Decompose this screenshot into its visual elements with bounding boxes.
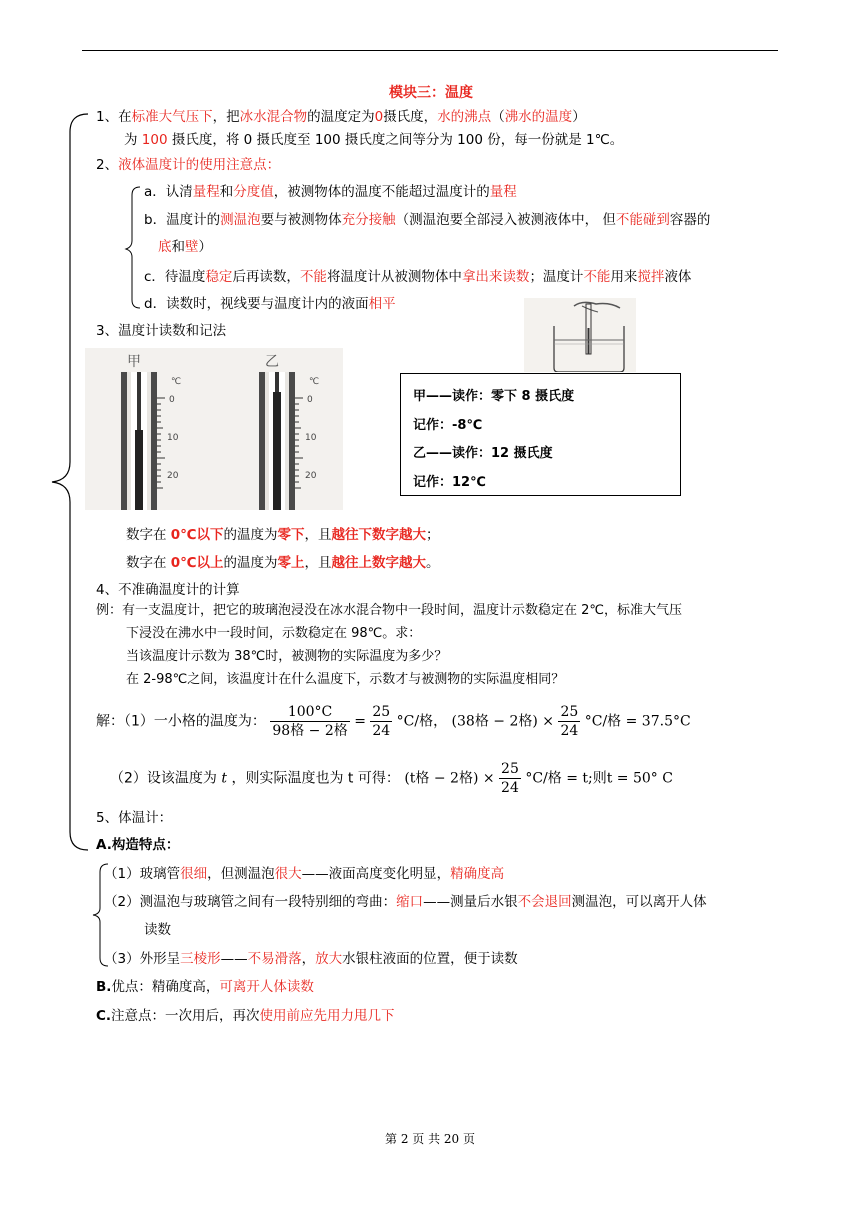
s4-heading: 4、不准确温度计的计算: [96, 582, 240, 598]
s5-item-2-cont: 读数: [144, 922, 171, 938]
box-line-1: 甲——读作：零下 8 摄氏度: [413, 389, 575, 404]
s3-note-above: 数字在 0℃以上的温度为零上，且越往上数字越大。: [126, 555, 440, 571]
solution-1-label: 解：（1）一小格的温度为：: [96, 713, 266, 730]
s4-question-1: 当该温度计示数为 38℃时，被测物的实际温度为多少？: [126, 649, 448, 664]
s3-heading: 3、温度计读数和记法: [96, 323, 227, 339]
s2-item-b: b．温度计的测温泡要与被测物体充分接触（测温泡要全部浸入被测液体中， 但不能碰到容器的: [144, 212, 711, 228]
tick-jia-0: 0: [169, 395, 175, 405]
header-rule: [82, 50, 778, 51]
s5-B: B.优点：精确度高，可离开人体读数: [96, 979, 314, 995]
s3-note-below: 数字在 0℃以下的温度为零下，且越往下数字越大；: [126, 527, 440, 543]
unit-jia: ℃: [171, 377, 182, 387]
s5-heading: 5、体温计：: [96, 810, 173, 826]
s2-brace: [118, 185, 142, 310]
fraction-4: $\frac{25}{24}$: [501, 761, 519, 796]
s2-item-c: c．待温度稳定后再读数，不能将温度计从被测物体中拿出来读数；温度计不能用来搅拌液体: [144, 269, 692, 285]
s5-item-3: （3）外形呈三棱形——不易滑落，放大水银柱液面的位置，便于读数: [104, 951, 518, 967]
s1-line2: 为 100 摄氏度，将 0 摄氏度至 100 摄氏度之间等分为 100 份，每一份就是 1℃。: [124, 132, 624, 148]
beaker-thermometer-illustration: [524, 298, 636, 372]
s4-question-2: 在 2-98℃之间，该温度计在什么温度下，示数才与被测物的实际温度相同？: [126, 672, 565, 687]
fraction-3: $\frac{25}{24}$: [560, 704, 579, 739]
solution-1: 解：（1）一小格的温度为： $\frac{100^\circ C}{\text{98格 − 2格}}$ = $\frac{25}{24}$ °C/格， (38格 − 2格) × $\frac{25}{24}$ °C/格 = 37.5°C: [96, 704, 691, 739]
box-line-3: 乙——读作：12 摄氏度: [413, 446, 553, 461]
box-line-2: 记作：-8℃: [413, 418, 483, 433]
fraction-2: $\frac{25}{24}$: [372, 704, 391, 739]
s5-A-heading: A.构造特点：: [96, 837, 180, 853]
tick-yi-0: 0: [307, 395, 313, 405]
s2-item-b-cont: 底和壁）: [158, 239, 212, 255]
s5-C: C.注意点：一次用后，再次使用前应先用力甩几下: [96, 1008, 395, 1024]
solution-2: （2）设该温度为 t ，则实际温度也为 t 可得： (t格 − 2格) × $\frac{25}{24}$ °C/格 = t;则t = 50° C: [110, 761, 673, 796]
s5-item-1: （1）玻璃管很细，但测温泡很大——液面高度变化明显，精确度高: [104, 866, 505, 882]
s2-heading: 2、液体温度计的使用注意点：: [96, 157, 281, 173]
unit-yi: ℃: [309, 377, 320, 387]
s1-line1: 1、在标准大气压下，把冰水混合物的温度定为0摄氏度，水的沸点（沸水的温度）: [96, 109, 586, 125]
label-jia: 甲: [127, 354, 141, 370]
tick-yi-20: 20: [305, 471, 317, 481]
reading-box: [400, 373, 681, 496]
s5-item-2: （2）测温泡与玻璃管之间有一段特别细的弯曲：缩口——测量后水银不会退回测温泡，可以离开人体: [104, 894, 707, 910]
thermometer-diagram: [85, 348, 343, 510]
solution-2-label: （2）设该温度为: [110, 770, 217, 787]
tick-yi-10: 10: [305, 433, 317, 443]
s4-example-1: 例：有一支温度计，把它的玻璃泡浸没在冰水混合物中一段时间，温度计示数稳定在 2℃，标准大气压: [96, 603, 683, 618]
tick-jia-20: 20: [167, 471, 179, 481]
page-footer: 第 2 页 共 20 页: [385, 1132, 475, 1146]
label-yi: 乙: [265, 354, 279, 370]
s2-item-a: a．认清量程和分度值，被测物体的温度不能超过温度计的量程: [144, 184, 517, 200]
tick-jia-10: 10: [167, 433, 179, 443]
page-title: 模块三：温度: [389, 85, 473, 101]
s2-item-d: d．读数时，视线要与温度计内的液面相平: [144, 296, 396, 312]
fraction-1: $\frac{100^\circ C}{\text{98格 − 2格}}$: [272, 704, 348, 739]
s4-example-2: 下浸没在沸水中一段时间，示数稳定在 98℃。求：: [126, 626, 422, 641]
box-line-4: 记作：12℃: [413, 475, 486, 490]
